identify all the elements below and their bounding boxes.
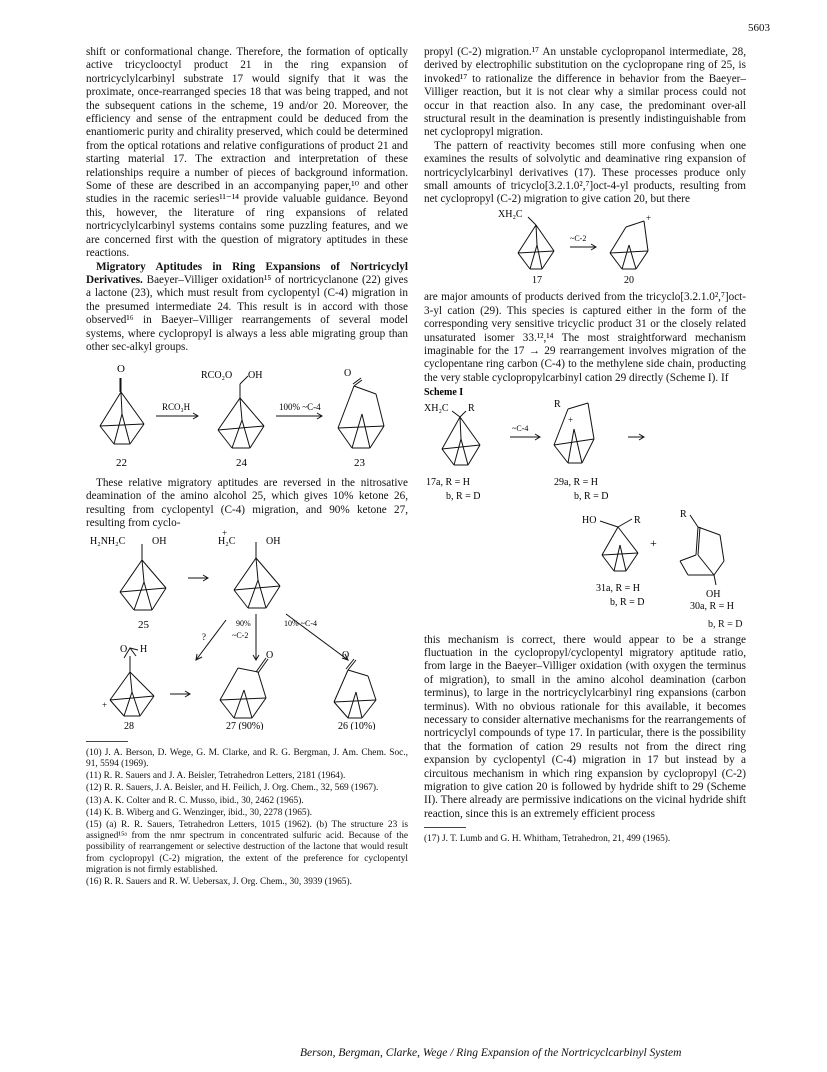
- structure-27: [220, 650, 273, 718]
- oxygen-label: O: [120, 644, 128, 656]
- compound-label: 26 (10%): [338, 721, 376, 731]
- compound-label: b, R = D: [610, 597, 645, 609]
- structure-20: [610, 213, 651, 286]
- compound-label: 25: [138, 619, 149, 632]
- footnote-divider: [86, 741, 128, 742]
- reagent-label: RCO₃H: [162, 402, 191, 413]
- structure-26: [334, 650, 376, 718]
- paragraph: These relative migratory aptitudes are reversed in the nitrosative deamination of the amino alcohol 25, which gives 10% ketone 26, resulting from cyclopentyl (C-4) migration, and 90% ketone 27, resulting from cyclo-: [86, 476, 408, 529]
- amine-label: H₂NH₂C: [90, 536, 126, 548]
- compound-label: 17: [532, 274, 542, 286]
- compound-label: 24: [236, 457, 247, 470]
- conditions-label: 100% ~C-4: [279, 402, 321, 413]
- r-label: R: [634, 515, 641, 527]
- left-column: [86, 46, 408, 889]
- footnote-divider: [424, 827, 466, 828]
- footnote: (16) R. R. Sauers and R. W. Uebersax, J. Org. Chem., 30, 3939 (1965).: [86, 877, 352, 888]
- question-label: ?: [202, 632, 206, 643]
- scheme-I: [424, 385, 746, 617]
- compound-label: 23: [354, 457, 365, 470]
- paragraph: shift or conformational change. Therefore, the formation of optically active tricyclooctyl product 21 in the ring expansion of nortricyclylcarbinyl substrate 17 would signify that it was the proximate, once-rearranged species 18 that was being trapped, and not the subsequent cations in the scheme, 19 and/or 20. Moreover, the efficiency and sense of the entrapment could be deduced from the enantiomeric purity and chirality preserved, which could be determined from the optical rotations and relative configurations of product 21 and starting material 17. The extraction and interpretation of these relationships require a number of pieces of background information. Some of these are described in an accompanying paper,¹⁰ and other studies in the racemic series¹¹⁻¹⁴ provide valuable guidance. Beyond this, however, the literature of ring expansions of related nortricyclylcarbinyl systems contains some puzzling features, and we are concerned first with the question of migratory aptitudes in these reactions.: [86, 46, 408, 260]
- page-number: 5603: [748, 22, 770, 34]
- migration-label: ~C-2: [570, 233, 587, 243]
- compound-label: 20: [624, 274, 634, 286]
- compound-label: b, R = D: [574, 491, 609, 503]
- plus-label: +: [102, 700, 108, 711]
- compound-label: b, R = D: [708, 618, 743, 630]
- compound-label: 17a, R = H: [426, 477, 470, 489]
- hydroxyl-label: HO: [582, 515, 597, 527]
- migration-label: ~C-4: [512, 424, 529, 434]
- structure-23: [338, 368, 384, 448]
- paragraph: this mechanism is correct, there would appear to be a strange fluctuation in the cyclopropyl/cyclopentyl migratory aptitude ratio, from large in the Baeyer–Villiger oxidation (with oxygen the terminus of migration), to small in the amino alcohol deamination (carbon terminus), to large in the nortricyclylcarbinyl ring expansions (carbon terminus). With no obvious rationale for this available, it becomes necessary to consider alternative mechanisms for the rearrangements of nortricyclyl compounds of type 17. In particular, there is the possibility that the formation of cation 29 results not from the direct ring expansion by cyclopentyl (C-4) migration in 17 but instead by a circuitous mechanism in which ring expansion by cyclopropyl (C-2) migration to give cation 20 is followed by hydride shift to 29 (Scheme II). There already are permissive indications on the vicinal hydride shift reaction, since this is an extremely efficient process: [424, 633, 746, 820]
- compound-label: 29a, R = H: [554, 477, 598, 489]
- carbonyl-o-label: O: [117, 363, 125, 376]
- structure-17: [498, 209, 554, 286]
- percent-90-label: 90%: [236, 619, 251, 629]
- substituent-label: XH₂C: [424, 403, 449, 415]
- plus-sign: +: [650, 536, 657, 551]
- hydroxyl-label: OH: [248, 370, 263, 382]
- label-30b-row: [424, 618, 746, 634]
- substituent-label: XH₂C: [498, 208, 523, 220]
- r-label: R: [554, 399, 561, 411]
- r-label: R: [468, 403, 475, 415]
- hydroxyl-label: OH: [152, 536, 167, 548]
- structure-25: [90, 536, 166, 631]
- footnote: (12) R. R. Sauers, J. A. Beisler, and H. Feilich, J. Org. Chem., 32, 569 (1967).: [86, 783, 379, 794]
- footnote: (17) J. T. Lumb and G. H. Whitham, Tetrahedron, 21, 499 (1965).: [424, 834, 671, 845]
- plus-label: +: [568, 415, 574, 426]
- paragraph: propyl (C-2) migration.¹⁷ An unstable cyclopropanol intermediate, 28, derived by electrophilic substitution on the cyclopropane ring of 25, is invoked¹⁷ to rationalize the difference in behavior from the Baeyer–Villiger reaction, but it is not clear why a similar process could not occur in that reaction also. In any case, the predominant over-all structural result in the deamination is presently indistinguishable from net cyclopropyl migration.: [424, 46, 746, 139]
- plus-label: +: [646, 212, 652, 223]
- structure-cation: [218, 530, 280, 608]
- paragraph-text: Baeyer–Villiger oxidation¹⁵ of nortricyclanone (22) gives a lactone (23), which must result from cyclopentyl (C-4) migration in the presumed intermediate 24. This result is in accord with those observed¹⁶ in Baeyer–Villiger rearrangements of several model systems, where cyclopropyl is always a less able migrating group than other sec-alkyl groups.: [86, 273, 409, 353]
- paragraph: are major amounts of products derived from the tricyclo[3.2.1.0²,⁷]oct-3-yl cation (29). This species is captured either in the form of the corresponding very sensitive tricyclic product 31 or the closely related unsaturated isomer 33.¹²,¹⁴ The most straightforward mechanism imaginable for the 17 → 29 rearrangement involves migration of the cyclopentane ring carbon (C-4) to the methylene side chain, producting the very stable cyclopropylcarbinyl cation 29 directly (Scheme I). If: [424, 291, 746, 384]
- structure-29a: [554, 399, 609, 502]
- c2-label: ~C-2: [232, 631, 249, 641]
- deamination-scheme: [86, 530, 408, 730]
- section-heading: Migratory Aptitudes in Ring Expansions of Nortricyclyl Derivatives.: [86, 260, 408, 286]
- structure-17a: [424, 403, 481, 502]
- footnote: (10) J. A. Berson, D. Wege, G. M. Clarke, and R. G. Bergman, J. Am. Chem. Soc., 91, 5594 (1969).: [86, 747, 408, 769]
- compound-label: 22: [116, 457, 127, 470]
- structure-22: [100, 363, 144, 444]
- compound-label: 30a, R = H: [690, 601, 734, 613]
- running-footer: Berson, Bergman, Clarke, Wege / Ring Expansion of the Nortricyclcarbinyl System: [300, 1047, 682, 1059]
- scheme-17-to-20: [424, 207, 746, 287]
- paragraph: The pattern of reactivity becomes still more confusing when one examines the results of solvolytic and deaminative ring expansion of nortricyclylcarbinyl derivatives (17). These processes produce only small amounts of tricyclo[3.2.1.0²,⁷]oct-4-yl products, resulting from net cyclopropyl (C-2) migration to give cation 20, but there: [424, 139, 746, 206]
- hydroxyl-label: OH: [266, 536, 281, 548]
- right-column: [424, 46, 746, 846]
- structure-31a: [582, 515, 645, 608]
- lactone-o-label: O: [344, 368, 352, 380]
- paragraph: [86, 261, 408, 355]
- cation-label: H₂C: [218, 536, 236, 548]
- footnote: (13) A. K. Colter and R. C. Musso, ibid., 30, 2462 (1965).: [86, 795, 304, 806]
- carbonyl-o-label: O: [266, 650, 274, 662]
- footnote: (11) R. R. Sauers and J. A. Beisler, Tetrahedron Letters, 2181 (1964).: [86, 771, 346, 782]
- baeyer-villiger-scheme: [86, 354, 408, 472]
- percent-10-label: 10% ~C-4: [284, 619, 317, 629]
- compound-label: b, R = D: [446, 491, 481, 503]
- hydroxyl-label: OH: [706, 589, 721, 601]
- ester-label: RCO₂O: [201, 370, 233, 382]
- structure-28: [102, 644, 154, 716]
- r-label: R: [680, 509, 687, 521]
- compound-label: 31a, R = H: [596, 583, 640, 595]
- plus-label: +: [222, 530, 228, 539]
- footnotes: [86, 748, 408, 888]
- structure-24: [201, 370, 264, 448]
- hydrogen-label: H: [140, 644, 148, 656]
- footnote: (14) K. B. Wiberg and G. Wenzinger, ibid., 30, 2278 (1965).: [86, 807, 313, 818]
- compound-label: 28: [124, 721, 134, 731]
- compound-label: 27 (90%): [226, 721, 264, 731]
- footnote: (15) (a) R. R. Sauers, Tetrahedron Letters, 1015 (1962). (b) The structure 23 is assigned¹⁵ᵃ from the nmr spectrum in concentrated sulfuric acid. Because of the possibility of rearrangement or selective destruction of the lactone that would result from cyclopropyl (C-2) migration, the extent of the preference for cyclopentyl migration is not firmly established.: [86, 820, 408, 875]
- structure-30a: [680, 509, 724, 600]
- scheme-title: Scheme I: [424, 387, 464, 399]
- carbonyl-o-label: O: [342, 650, 350, 662]
